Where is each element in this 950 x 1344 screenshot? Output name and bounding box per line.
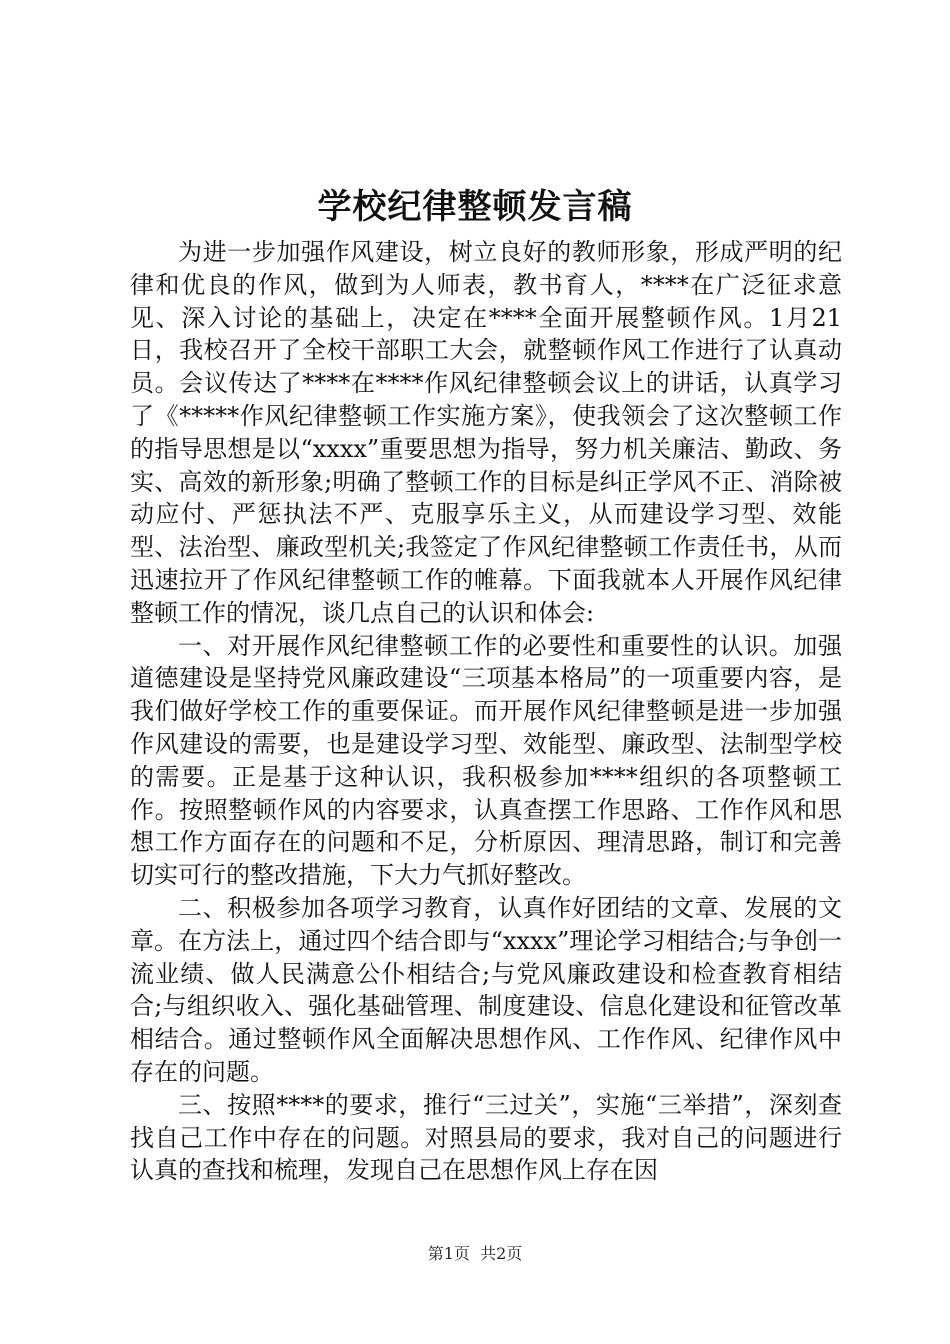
document-title: 学校纪律整顿发言稿 <box>317 187 633 227</box>
paragraph-section-three: 三、按照****的要求，推行“三过关”，实施“三举措”，深刻查找自己工作中存在的问题。对照县局的要求，我对自己的问题进行认真的查找和梳理，发现自己在思想作风上存在因 <box>130 1090 842 1185</box>
page-number: 第1页 <box>427 1244 470 1263</box>
footer-separator <box>470 1244 480 1263</box>
paragraph-intro: 为进一步加强作风建设，树立良好的教师形象，形成严明的纪律和优良的作风，做到为人师表，教书育人，****在广泛征求意见、深入讨论的基础上，决定在****全面开展整顿作风。1月21日，我校召开了全校干部职工大会，就整顿作风工作进行了认真动员。会议传达了****在****作风纪律整顿会议上的讲话，认真学习了《*****作风纪律整顿工作实施方案》，使我领会了这次整顿工作的指导思想是以“xxxx”重要思想为指导，努力机关廉洁、勤政、务实、高效的新形象;明确了整顿工作的目标是纠正学风不正、消除被动应付、严惩执法不严、克服享乐主义，从而建设学习型、效能型、法治型、廉政型机关;我签定了作风纪律整顿工作责任书，从而迅速拉开了作风纪律整顿工作的帷幕。下面我就本人开展作风纪律整顿工作的情况，谈几点自己的认识和体会: <box>130 238 842 627</box>
paragraph-section-two: 二、积极参加各项学习教育，认真作好团结的文章、发展的文章。在方法上，通过四个结合即与“xxxx”理论学习相结合;与争创一流业绩、做人民满意公仆相结合;与党风廉政建设和检查教育相结合;与组织收入、强化基础管理、制度建设、信息化建设和征管改革相结合。通过整顿作风全面解决思想作风、工作作风、纪律作风中存在的问题。 <box>130 893 842 1086</box>
page-footer <box>0 1243 950 1265</box>
document-body <box>130 236 842 1187</box>
paragraph-section-one: 一、对开展作风纪律整顿工作的必要性和重要性的认识。加强道德建设是坚持党风廉政建设“三项基本格局”的一项重要内容，是我们做好学校工作的重要保证。而开展作风纪律整顿是进一步加强作风建设的需要，也是建设学习型、效能型、廉政型、法制型学校的需要。正是基于这种认识，我积极参加****组织的各项整顿工作。按照整顿作风的内容要求，认真查摆工作思路、工作作风和思想工作方面存在的问题和不足，分析原因、理清思路，制订和完善切实可行的整改措施，下大力气抓好整改。 <box>130 631 842 890</box>
page-total: 共2页 <box>480 1244 523 1263</box>
